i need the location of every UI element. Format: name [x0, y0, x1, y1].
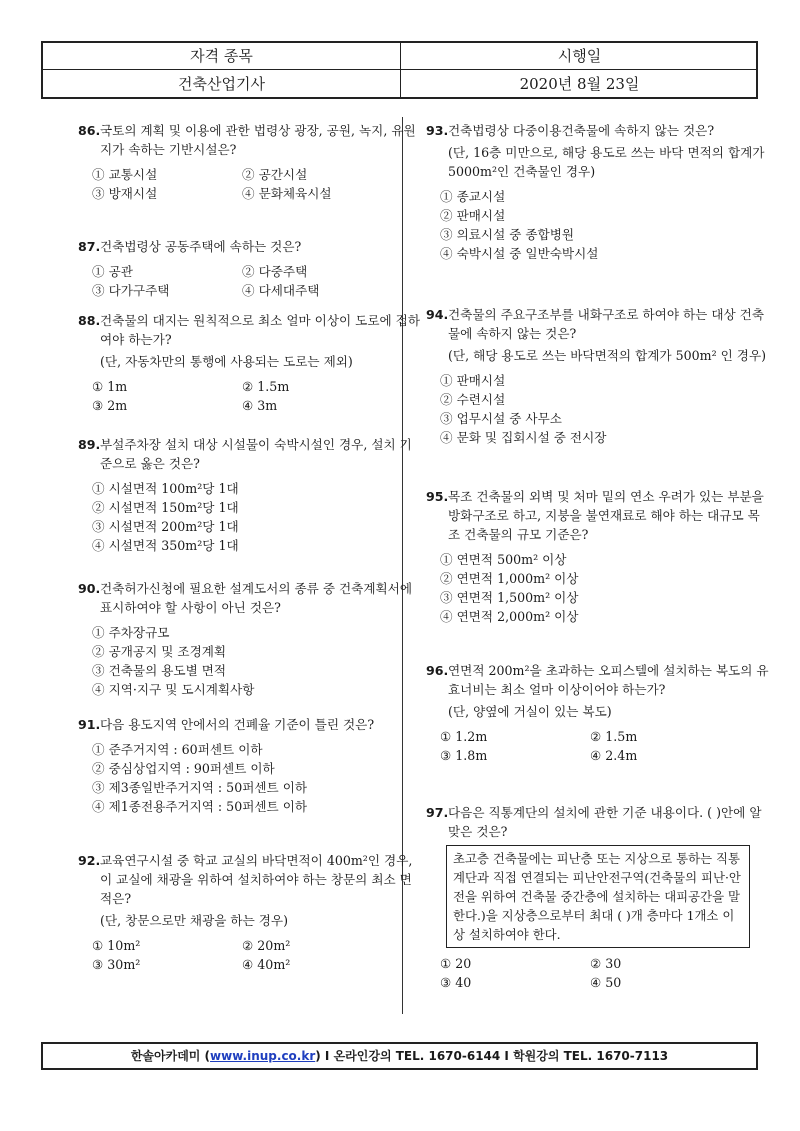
option-3[interactable]: ③ 30m²	[92, 957, 141, 972]
option-3[interactable]: ③ 시설면적 200m²당 1대	[92, 519, 239, 534]
option-3[interactable]: ③ 방재시설	[92, 186, 158, 201]
option-2[interactable]: ② 중심상업지역 : 90퍼센트 이하	[92, 761, 275, 776]
option-1[interactable]: ① 1.2m	[440, 729, 488, 744]
question-number: 94.	[426, 307, 449, 322]
header-subject-label: 자격 종목	[190, 47, 253, 65]
question-note: (단, 해당 용도로 쓰는 바닥면적의 합계가 500m² 인 경우)	[448, 348, 767, 363]
question-note: (단, 자동차만의 통행에 사용되는 도로는 제외)	[100, 354, 353, 369]
question-number: 93.	[426, 123, 449, 138]
header-date-value: 2020년 8월 23일	[519, 75, 640, 93]
footer-contact-bar	[41, 1042, 758, 1070]
option-4[interactable]: ④ 제1종전용주거지역 : 50퍼센트 이하	[92, 799, 308, 814]
question-text: 건축물의 대지는 원칙적으로 최소 얼마 이상이 도로에 접하여야 하는가?	[100, 313, 420, 347]
option-2[interactable]: ② 수련시설	[440, 392, 506, 407]
option-2[interactable]: ② 20m²	[242, 938, 291, 953]
question-note: (단, 창문으로만 채광을 하는 경우)	[100, 913, 288, 928]
question-text: 다음은 직통계단의 설치에 관한 기준 내용이다. ( )안에 알맞은 것은?	[448, 805, 762, 839]
footer-website-link[interactable]: www.inup.co.kr	[210, 1049, 316, 1063]
option-4[interactable]: ④ 3m	[242, 398, 278, 413]
option-1[interactable]: ① 준주거지역 : 60퍼센트 이하	[92, 742, 263, 757]
exam-header-table	[41, 41, 758, 99]
question-text: 교육연구시설 중 학교 교실의 바닥면적이 400m²인 경우, 이 교실에 채광을 위하여 설치하여야 하는 창문의 최소 면적은?	[100, 853, 413, 906]
footer-academy: 한솔아카데미 (	[130, 1049, 211, 1063]
option-3[interactable]: ③ 건축물의 용도별 면적	[92, 663, 227, 678]
question-text: 건축허가신청에 필요한 설계도서의 종류 중 건축계획서에 표시하여야 할 사항이 아닌 것은?	[100, 581, 412, 615]
question-number: 86.	[78, 123, 101, 138]
option-4[interactable]: ④ 연면적 2,000m² 이상	[440, 609, 579, 624]
option-4[interactable]: ④ 시설면적 350m²당 1대	[92, 538, 239, 553]
option-1[interactable]: ① 20	[440, 956, 472, 971]
question-88	[78, 311, 423, 435]
option-1[interactable]: ① 공관	[92, 264, 133, 279]
option-3[interactable]: ③ 연면적 1,500m² 이상	[440, 590, 579, 605]
option-2[interactable]: ② 1.5m	[590, 729, 638, 744]
question-text: 건축법령상 공동주택에 속하는 것은?	[100, 239, 302, 254]
question-note: (단, 양옆에 거실이 있는 복도)	[448, 704, 612, 719]
option-2[interactable]: ② 30	[590, 956, 622, 971]
question-number: 97.	[426, 805, 449, 820]
question-number: 89.	[78, 437, 101, 452]
option-3[interactable]: ③ 업무시설 중 사무소	[440, 411, 562, 426]
option-4[interactable]: ④ 50	[590, 975, 622, 990]
option-2[interactable]: ② 1.5m	[242, 379, 290, 394]
option-3[interactable]: ③ 40	[440, 975, 472, 990]
left-column	[78, 121, 423, 974]
option-4[interactable]: ④ 숙박시설 중 일반숙박시설	[440, 246, 599, 261]
header-subject-value: 건축산업기사	[178, 75, 265, 93]
question-text: 연면적 200m²을 초과하는 오피스텔에 설치하는 복도의 유효너비는 최소 얼마 이상이어야 하는가?	[448, 663, 769, 697]
question-90	[78, 579, 423, 715]
question-95	[426, 487, 771, 661]
question-number: 91.	[78, 717, 101, 732]
question-92	[78, 851, 423, 974]
question-number: 90.	[78, 581, 101, 596]
question-text: 건축물의 주요구조부를 내화구조로 하여야 하는 대상 건축물에 속하지 않는 것은?	[448, 307, 764, 341]
question-note: (단, 16층 미만으로, 해당 용도로 쓰는 바닥 면적의 합계가 5000m²인 건축물인 경우)	[448, 145, 765, 179]
question-number: 96.	[426, 663, 449, 678]
question-96	[426, 661, 771, 803]
question-86	[78, 121, 423, 237]
question-text: 다음 용도지역 안에서의 건폐율 기준이 틀린 것은?	[100, 717, 375, 732]
option-1[interactable]: ① 판매시설	[440, 373, 506, 388]
question-text: 부설주차장 설치 대상 시설물이 숙박시설인 경우, 설치 기준으로 옳은 것은?	[100, 437, 412, 471]
right-column	[426, 121, 771, 992]
option-4[interactable]: ④ 문화 및 집회시설 중 전시장	[440, 430, 607, 445]
option-2[interactable]: ② 공간시설	[242, 167, 308, 182]
question-89	[78, 435, 423, 579]
option-1[interactable]: ① 주차장규모	[92, 625, 170, 640]
option-3[interactable]: ③ 의료시설 중 종합병원	[440, 227, 575, 242]
option-4[interactable]: ④ 지역·지구 및 도시계획사항	[92, 682, 255, 697]
footer-phone-info: ) Ι 온라인강의 TEL. 1670-6144 Ι 학원강의 TEL. 1670-7113	[315, 1049, 669, 1063]
question-passage-box: 초고층 건축물에는 피난층 또는 지상으로 통하는 직통계단과 직접 연결되는 피난안전구역(건축물의 피난·안전을 위하여 건축물 중간층에 설치하는 대피공간을 말한다.)을 지상층으로부터 최대 ( )개 층마다 1개소 이상 설치하여야 한다.	[446, 845, 750, 948]
option-2[interactable]: ② 시설면적 150m²당 1대	[92, 500, 239, 515]
option-3[interactable]: ③ 제3종일반주거지역 : 50퍼센트 이하	[92, 780, 308, 795]
option-3[interactable]: ③ 다가구주택	[92, 283, 170, 298]
option-1[interactable]: ① 연면적 500m² 이상	[440, 552, 567, 567]
question-text: 건축법령상 다중이용건축물에 속하지 않는 것은?	[448, 123, 715, 138]
question-number: 88.	[78, 313, 101, 328]
question-91	[78, 715, 423, 851]
header-date-label: 시행일	[557, 47, 602, 65]
option-2[interactable]: ② 다중주택	[242, 264, 308, 279]
question-number: 92.	[78, 853, 101, 868]
option-1[interactable]: ① 종교시설	[440, 189, 506, 204]
option-2[interactable]: ② 판매시설	[440, 208, 506, 223]
option-4[interactable]: ④ 문화체육시설	[242, 186, 332, 201]
option-4[interactable]: ④ 다세대주택	[242, 283, 320, 298]
question-87	[78, 237, 423, 311]
question-97	[426, 803, 771, 992]
question-number: 87.	[78, 239, 101, 254]
question-number: 95.	[426, 489, 449, 504]
option-4[interactable]: ④ 2.4m	[590, 748, 638, 763]
option-1[interactable]: ① 교통시설	[92, 167, 158, 182]
question-text: 국토의 계획 및 이용에 관한 법령상 광장, 공원, 녹지, 유원지가 속하는 기반시설은?	[100, 123, 416, 157]
question-93	[426, 121, 771, 305]
option-4[interactable]: ④ 40m²	[242, 957, 291, 972]
option-2[interactable]: ② 연면적 1,000m² 이상	[440, 571, 579, 586]
option-3[interactable]: ③ 2m	[92, 398, 128, 413]
option-1[interactable]: ① 1m	[92, 379, 128, 394]
option-1[interactable]: ① 10m²	[92, 938, 141, 953]
option-1[interactable]: ① 시설면적 100m²당 1대	[92, 481, 239, 496]
question-94	[426, 305, 771, 487]
question-text: 목조 건축물의 외벽 및 처마 밑의 연소 우려가 있는 부분을 방화구조로 하고, 지붕을 불연재료로 해야 하는 대규모 목조 건축물의 규모 기준은?	[448, 489, 764, 542]
option-3[interactable]: ③ 1.8m	[440, 748, 488, 763]
option-2[interactable]: ② 공개공지 및 조경계획	[92, 644, 227, 659]
